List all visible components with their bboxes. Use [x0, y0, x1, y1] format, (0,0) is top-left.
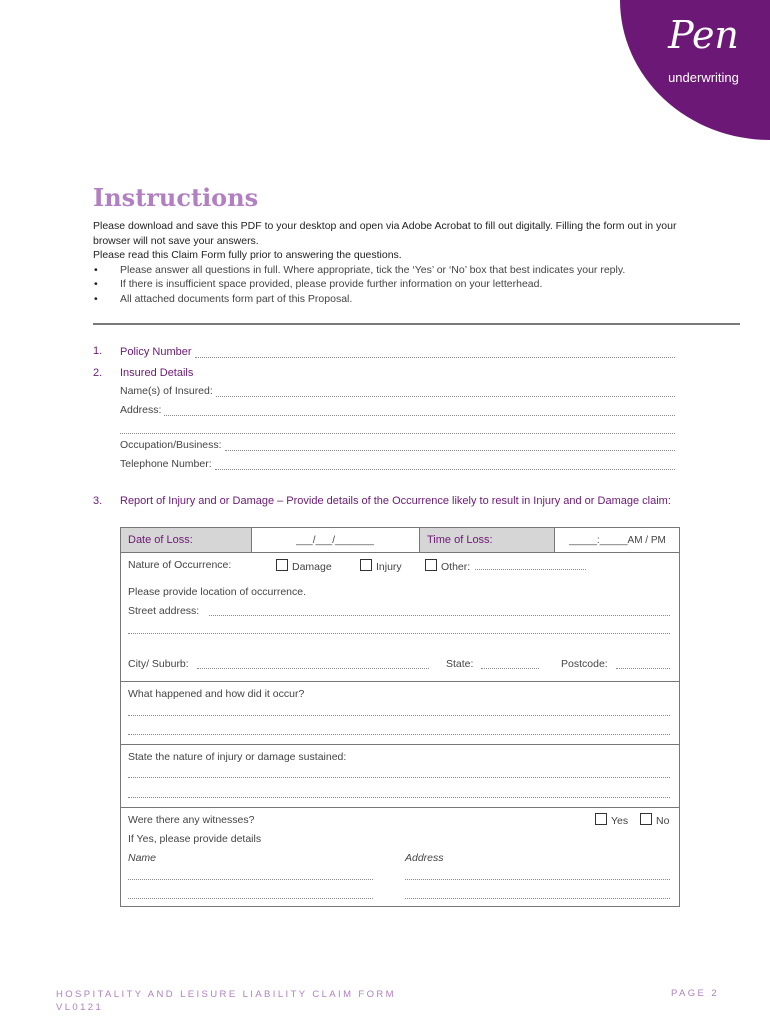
occupation-field[interactable]	[120, 437, 675, 451]
injury-nature-label: State the nature of injury or damage sustained:	[128, 751, 347, 763]
input-line[interactable]	[216, 386, 675, 397]
injury-option[interactable]	[360, 559, 402, 573]
section-3-number: 3.	[93, 495, 103, 507]
postcode-label: Postcode:	[561, 658, 608, 670]
intro-line-2: Please read this Claim Form fully prior to answering the questions.	[93, 249, 402, 261]
intro-line-1: Please download and save this PDF to your desktop and open via Adobe Acrobat to fill out digitally. Filling the form out in your browser will not save your answers.	[93, 220, 677, 247]
time-of-loss-label: Time of Loss:	[420, 528, 554, 552]
witnesses-label: Were there any witnesses?	[128, 814, 255, 826]
address-column-label: Address	[405, 852, 444, 864]
no-option[interactable]	[640, 813, 669, 827]
instructions-text	[93, 219, 693, 306]
other-checkbox[interactable]	[425, 559, 437, 571]
footer-form-name	[56, 988, 396, 1014]
field-label: Telephone Number:	[120, 458, 212, 470]
bullet-item: • If there is insufficient space provided, please provide further information on your letterhead.	[93, 277, 693, 292]
date-of-loss-input[interactable]: ___/___/_______	[296, 534, 374, 546]
yes-label: Yes	[611, 815, 629, 827]
form-code: VL0121	[56, 1002, 104, 1013]
telephone-field[interactable]	[120, 456, 675, 470]
time-of-loss-input[interactable]: _____:_____AM / PM	[569, 534, 666, 546]
section-2-number: 2.	[93, 367, 103, 379]
row-divider	[121, 552, 679, 553]
city-label: City/ Suburb:	[128, 658, 189, 670]
section-divider	[93, 323, 740, 325]
row-divider	[121, 681, 679, 682]
insured-names-field[interactable]	[120, 383, 675, 397]
input-line[interactable]	[225, 440, 675, 451]
policy-number-field[interactable]	[120, 344, 675, 358]
street-input-line[interactable]	[209, 615, 670, 616]
if-yes-label: If Yes, please provide details	[128, 833, 262, 845]
witness-name-line[interactable]	[128, 898, 373, 899]
injury-nature-line[interactable]	[128, 797, 670, 798]
field-label: Address:	[120, 404, 162, 416]
injury-nature-line[interactable]	[128, 777, 670, 778]
yes-option[interactable]	[595, 813, 628, 827]
postcode-input-line[interactable]	[616, 668, 670, 669]
field-label: Name(s) of Insured:	[120, 385, 213, 397]
field-label: Occupation/Business:	[120, 439, 222, 451]
section-2-label: Insured Details	[120, 367, 194, 379]
logo-subtitle: underwriting	[668, 70, 739, 85]
what-happened-line[interactable]	[128, 734, 670, 735]
damage-option[interactable]	[276, 559, 332, 573]
state-label: State:	[446, 658, 474, 670]
what-happened-line[interactable]	[128, 715, 670, 716]
occurrence-table	[120, 527, 680, 907]
input-line[interactable]	[215, 459, 675, 470]
location-prompt: Please provide location of occurrence.	[128, 586, 307, 598]
name-column-label: Name	[128, 852, 157, 864]
policy-number-label: Policy Number	[120, 346, 192, 358]
damage-label: Damage	[292, 561, 332, 573]
instruction-list	[93, 263, 693, 307]
input-line[interactable]	[120, 423, 675, 434]
form-name: HOSPITALITY AND LEISURE LIABILITY CLAIM FORM	[56, 989, 396, 1000]
section-1-number: 1.	[93, 345, 103, 357]
other-input-line[interactable]	[475, 569, 586, 570]
injury-label: Injury	[376, 561, 402, 573]
bullet-item: • All attached documents form part of this Proposal.	[93, 292, 693, 307]
brand-corner	[620, 0, 770, 140]
address-field[interactable]	[120, 402, 675, 416]
no-label: No	[656, 815, 670, 827]
yes-checkbox[interactable]	[595, 813, 607, 825]
bullet-item: • Please answer all questions in full. Where appropriate, tick the ‘Yes’ or ‘No’ box that best indicates your reply.	[93, 263, 693, 278]
pen-logo: Pen	[668, 13, 739, 57]
street-input-line-2[interactable]	[128, 633, 670, 634]
row-divider	[121, 744, 679, 745]
policy-number-line[interactable]	[195, 347, 675, 358]
injury-checkbox[interactable]	[360, 559, 372, 571]
witness-address-line[interactable]	[405, 879, 670, 880]
city-input-line[interactable]	[197, 668, 429, 669]
witness-name-line[interactable]	[128, 879, 373, 880]
other-label: Other:	[441, 561, 471, 573]
what-happened-label: What happened and how did it occur?	[128, 688, 305, 700]
nature-label: Nature of Occurrence:	[128, 559, 232, 571]
input-line[interactable]	[164, 405, 675, 416]
section-3-title: Report of Injury and or Damage – Provide details of the Occurrence likely to result in Injury and or Damage claim:	[120, 495, 671, 507]
page-number: PAGE 2	[671, 988, 720, 999]
damage-checkbox[interactable]	[276, 559, 288, 571]
date-of-loss-label: Date of Loss:	[121, 528, 251, 552]
no-checkbox[interactable]	[640, 813, 652, 825]
street-label: Street address:	[128, 605, 200, 617]
other-option[interactable]	[425, 559, 470, 573]
row-divider	[121, 807, 679, 808]
page-title: Instructions	[93, 183, 259, 212]
state-input-line[interactable]	[481, 668, 539, 669]
witness-address-line[interactable]	[405, 898, 670, 899]
address-field-2[interactable]	[120, 420, 675, 434]
